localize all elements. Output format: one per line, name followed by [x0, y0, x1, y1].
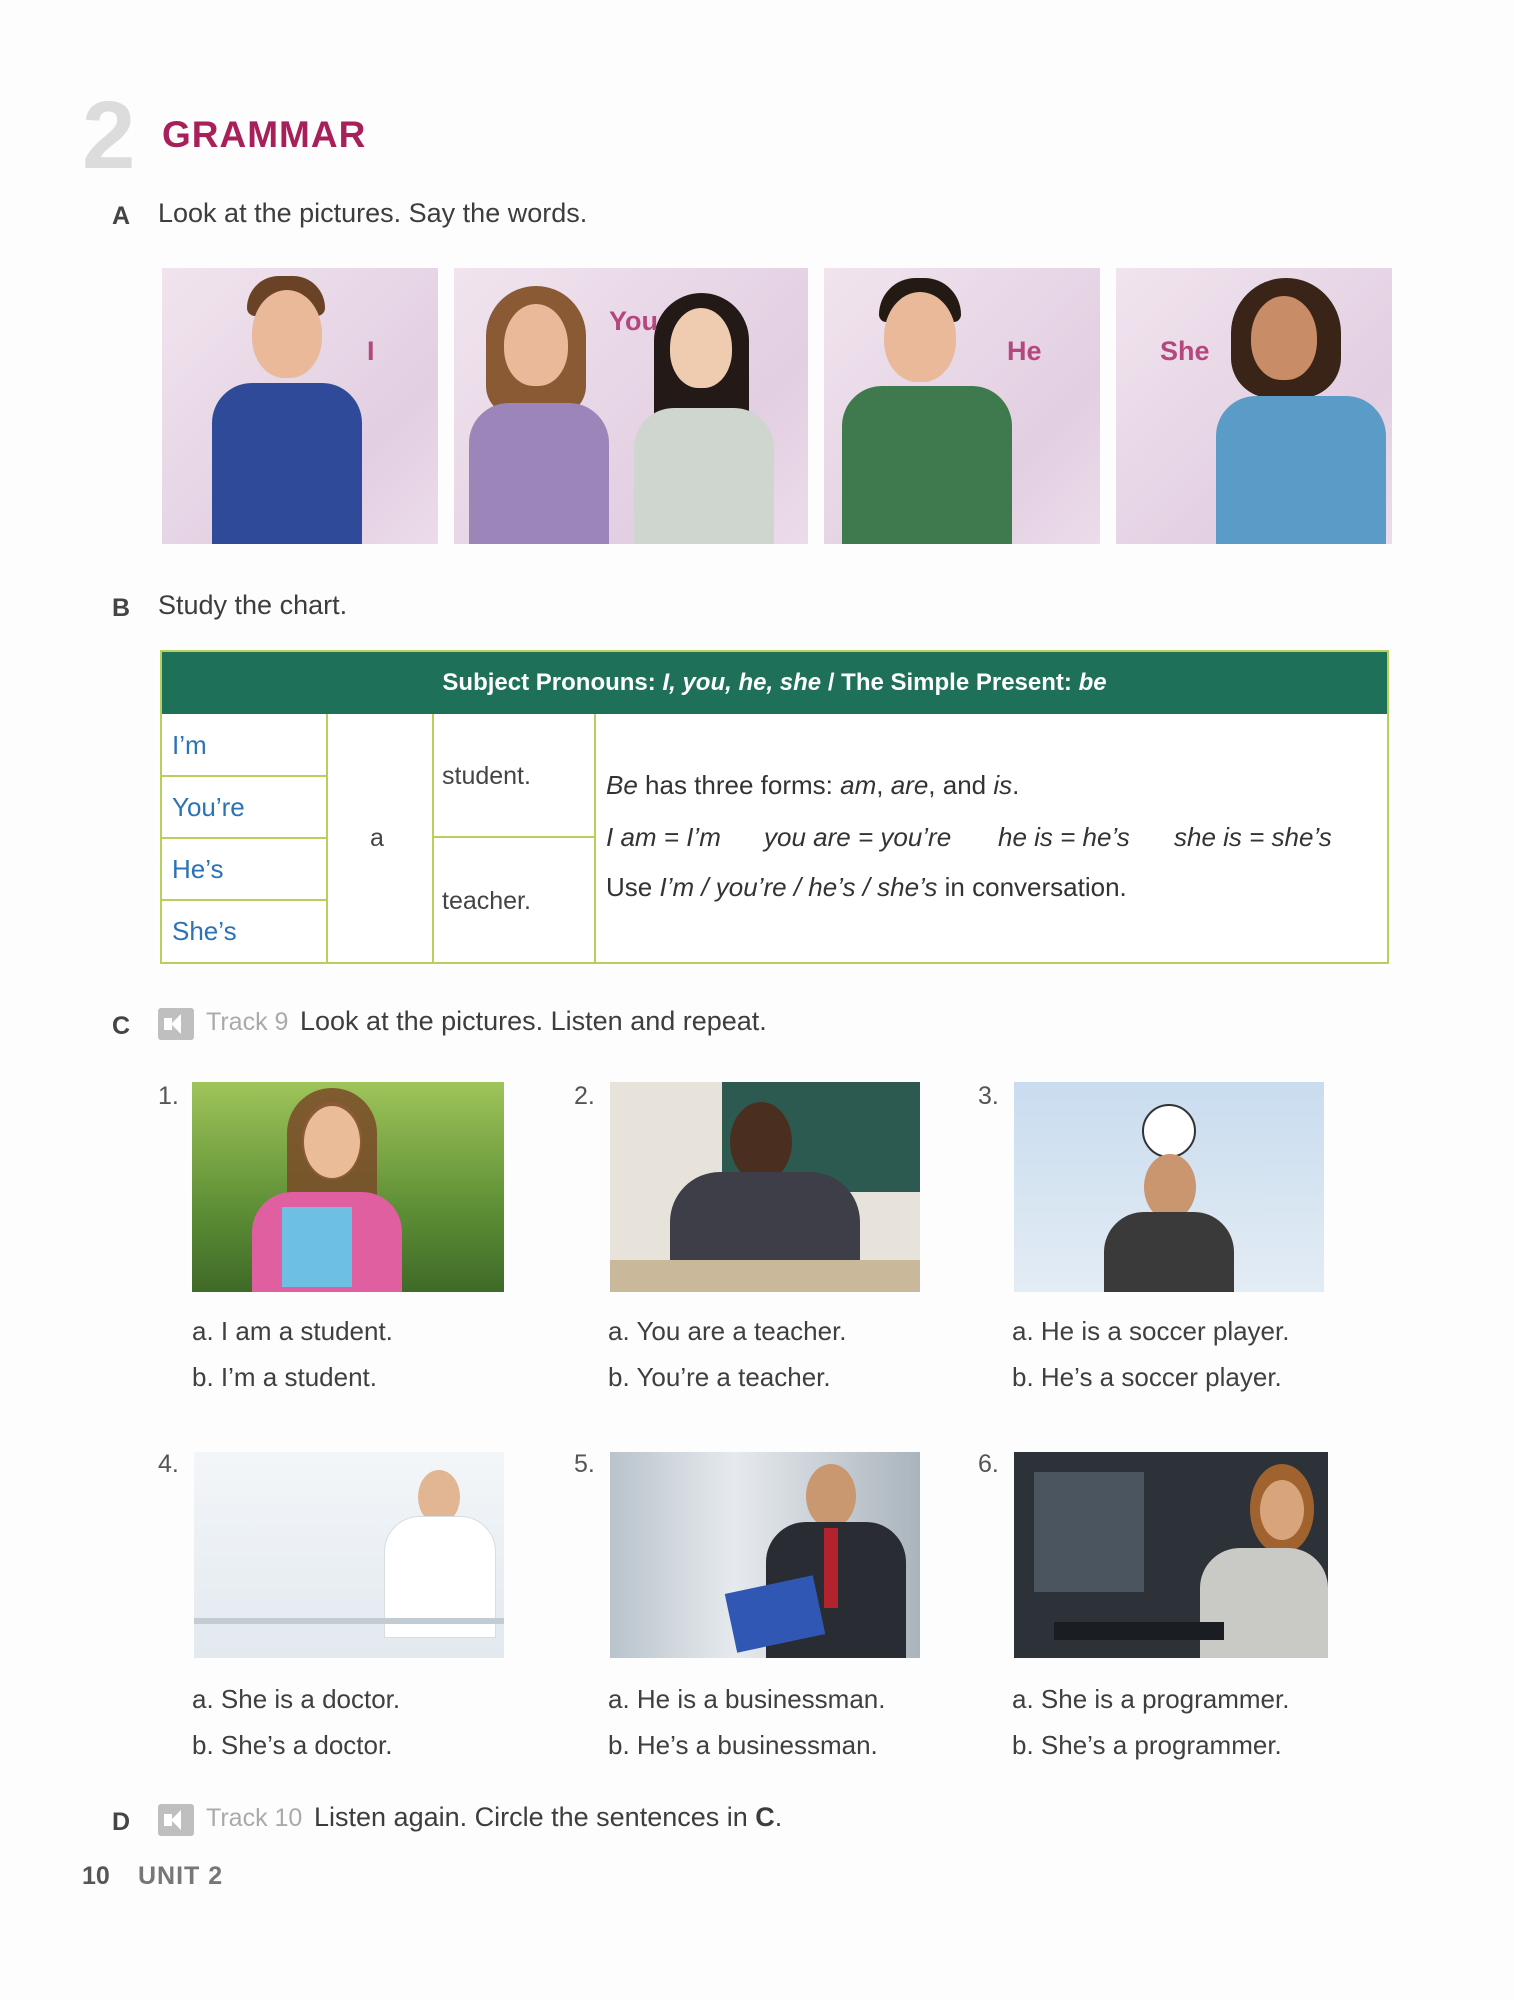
grammar-chart: Subject Pronouns: I, you, he, she / The Simple Present: be I’m You’re He’s She’s a student. teacher. Be has three forms: am, are, and is. I am = I’m you are = you’re he is = he’s she is = she’s Use I’m / you’re / he’s / she’s in conversation.	[160, 650, 1389, 964]
option-b[interactable]: b. She’s a programmer.	[1012, 1730, 1282, 1760]
item-number: 2.	[574, 1082, 595, 1110]
audio-speaker-icon[interactable]	[158, 1008, 194, 1040]
photo-soccer-player	[1014, 1082, 1324, 1292]
audio-speaker-icon[interactable]	[158, 1804, 194, 1836]
picture-you	[454, 268, 808, 544]
option-a[interactable]: a. She is a doctor.	[192, 1684, 401, 1714]
photo-doctor	[194, 1452, 504, 1658]
exercise-b-letter: B	[112, 594, 131, 622]
option-b[interactable]: b. He’s a soccer player.	[1012, 1362, 1282, 1392]
picture-she	[1116, 268, 1392, 544]
note-forms: Be has three forms: am, are, and is.	[606, 770, 1020, 800]
note-usage: Use I’m / you’re / he’s / she’s in conversation.	[606, 872, 1127, 902]
noun-teacher: teacher.	[442, 887, 531, 915]
pronoun-im: I’m	[172, 730, 207, 760]
unit-label: UNIT 2	[138, 1862, 224, 1890]
pronoun-youre: You’re	[172, 792, 245, 822]
item-number: 1.	[158, 1082, 179, 1110]
exercise-d-instruction: Listen again. Circle the sentences in C.	[314, 1802, 783, 1832]
option-a[interactable]: a. He is a soccer player.	[1012, 1316, 1290, 1346]
option-a[interactable]: a. He is a businessman.	[608, 1684, 886, 1714]
photo-teacher	[610, 1082, 920, 1292]
option-a[interactable]: a. You are a teacher.	[608, 1316, 847, 1346]
exercise-c-letter: C	[112, 1012, 131, 1040]
option-a[interactable]: a. She is a programmer.	[1012, 1684, 1290, 1714]
picture-label: You	[609, 306, 658, 336]
exercise-a-letter: A	[112, 202, 131, 230]
track-label: Track 9	[206, 1008, 289, 1036]
picture-label: He	[1007, 336, 1042, 366]
page-number: 10	[82, 1862, 110, 1890]
exercise-a-instruction: Look at the pictures. Say the words.	[158, 198, 588, 228]
item-number: 6.	[978, 1450, 999, 1478]
picture-label: She	[1160, 336, 1210, 366]
article-a: a	[370, 824, 384, 852]
section-number: 2	[82, 82, 136, 189]
option-b[interactable]: b. You’re a teacher.	[608, 1362, 831, 1392]
item-number: 4.	[158, 1450, 179, 1478]
photo-businessman	[610, 1452, 920, 1658]
picture-he	[824, 268, 1100, 544]
chart-title: Subject Pronouns: I, you, he, she / The Simple Present: be	[162, 652, 1387, 714]
option-b[interactable]: b. She’s a doctor.	[192, 1730, 393, 1760]
item-number: 3.	[978, 1082, 999, 1110]
option-b[interactable]: b. I’m a student.	[192, 1362, 377, 1392]
option-b[interactable]: b. He’s a businessman.	[608, 1730, 878, 1760]
exercise-d-letter: D	[112, 1808, 131, 1836]
noun-student: student.	[442, 762, 531, 790]
exercise-c-instruction: Look at the pictures. Listen and repeat.	[300, 1006, 767, 1036]
option-a[interactable]: a. I am a student.	[192, 1316, 393, 1346]
exercise-b-instruction: Study the chart.	[158, 590, 348, 620]
pronoun-hes: He’s	[172, 854, 224, 884]
section-title: GRAMMAR	[162, 114, 367, 155]
picture-label: I	[367, 336, 375, 366]
picture-i	[162, 268, 438, 544]
photo-student	[192, 1082, 504, 1292]
pronoun-shes: She’s	[172, 916, 237, 946]
track-label: Track 10	[206, 1804, 303, 1832]
photo-programmer	[1014, 1452, 1328, 1658]
item-number: 5.	[574, 1450, 595, 1478]
